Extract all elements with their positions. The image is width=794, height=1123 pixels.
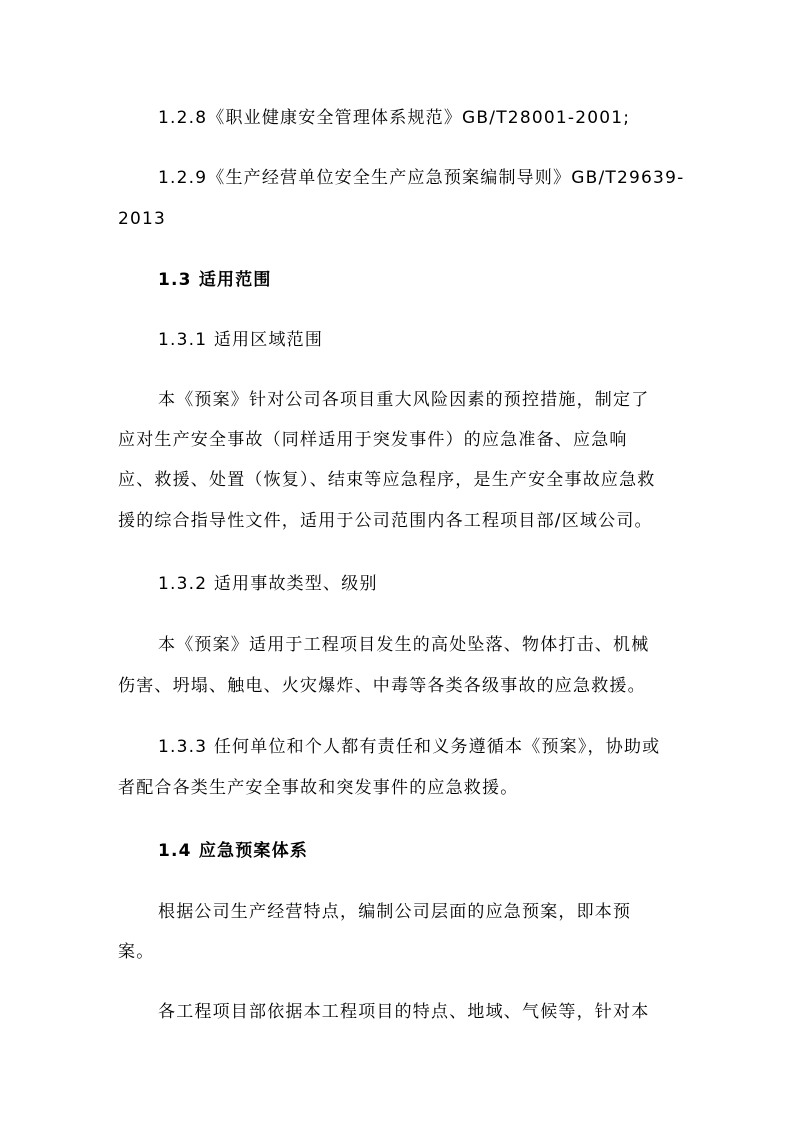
types-paragraph-line-1: 本《预案》适用于工程项目发生的高处坠落、物体打击、机械 [158,635,650,655]
paragraph-1-3-3-line-2: 者配合各类生产安全事故和突发事件的应急救援。 [118,778,519,798]
subheading-1-3-1: 1.3.1 适用区域范围 [158,330,324,350]
scope-paragraph-line-2: 应对生产安全事故（同样适用于突发事件）的应急准备、应急响 [118,430,628,450]
subheading-1-3-2: 1.3.2 适用事故类型、级别 [158,574,378,594]
section-heading-1-3: 1.3 适用范围 [158,270,272,290]
paragraph-1-2-8: 1.2.8《职业健康安全管理体系规范》GB/T28001-2001; [158,108,631,128]
scope-paragraph-line-3: 应、救援、处置（恢复）、结束等应急程序，是生产安全事故应急救 [118,470,656,490]
paragraph-1-2-9-line-1: 1.2.9《生产经营单位安全生产应急预案编制导则》GB/T29639- [158,168,685,188]
system-paragraph-line-1: 根据公司生产经营特点，编制公司层面的应急预案，即本预 [158,902,632,922]
paragraph-1-2-9-line-2: 2013 [118,209,167,229]
types-paragraph-line-2: 伤害、坍塌、触电、火灾爆炸、中毒等各类各级事故的应急救援。 [118,676,646,696]
section-heading-1-4: 1.4 应急预案体系 [158,841,309,861]
paragraph-1-3-3-line-1: 1.3.3 任何单位和个人都有责任和义务遵循本《预案》，协助或 [158,737,661,757]
system-paragraph-line-2: 案。 [118,942,155,962]
department-paragraph-line-1: 各工程项目部依据本工程项目的特点、地域、气候等，针对本 [158,1002,650,1022]
scope-paragraph-line-4: 援的综合指导性文件，适用于公司范围内各工程项目部/区域公司。 [118,511,653,531]
scope-paragraph-line-1: 本《预案》针对公司各项目重大风险因素的预控措施，制定了 [158,390,650,410]
